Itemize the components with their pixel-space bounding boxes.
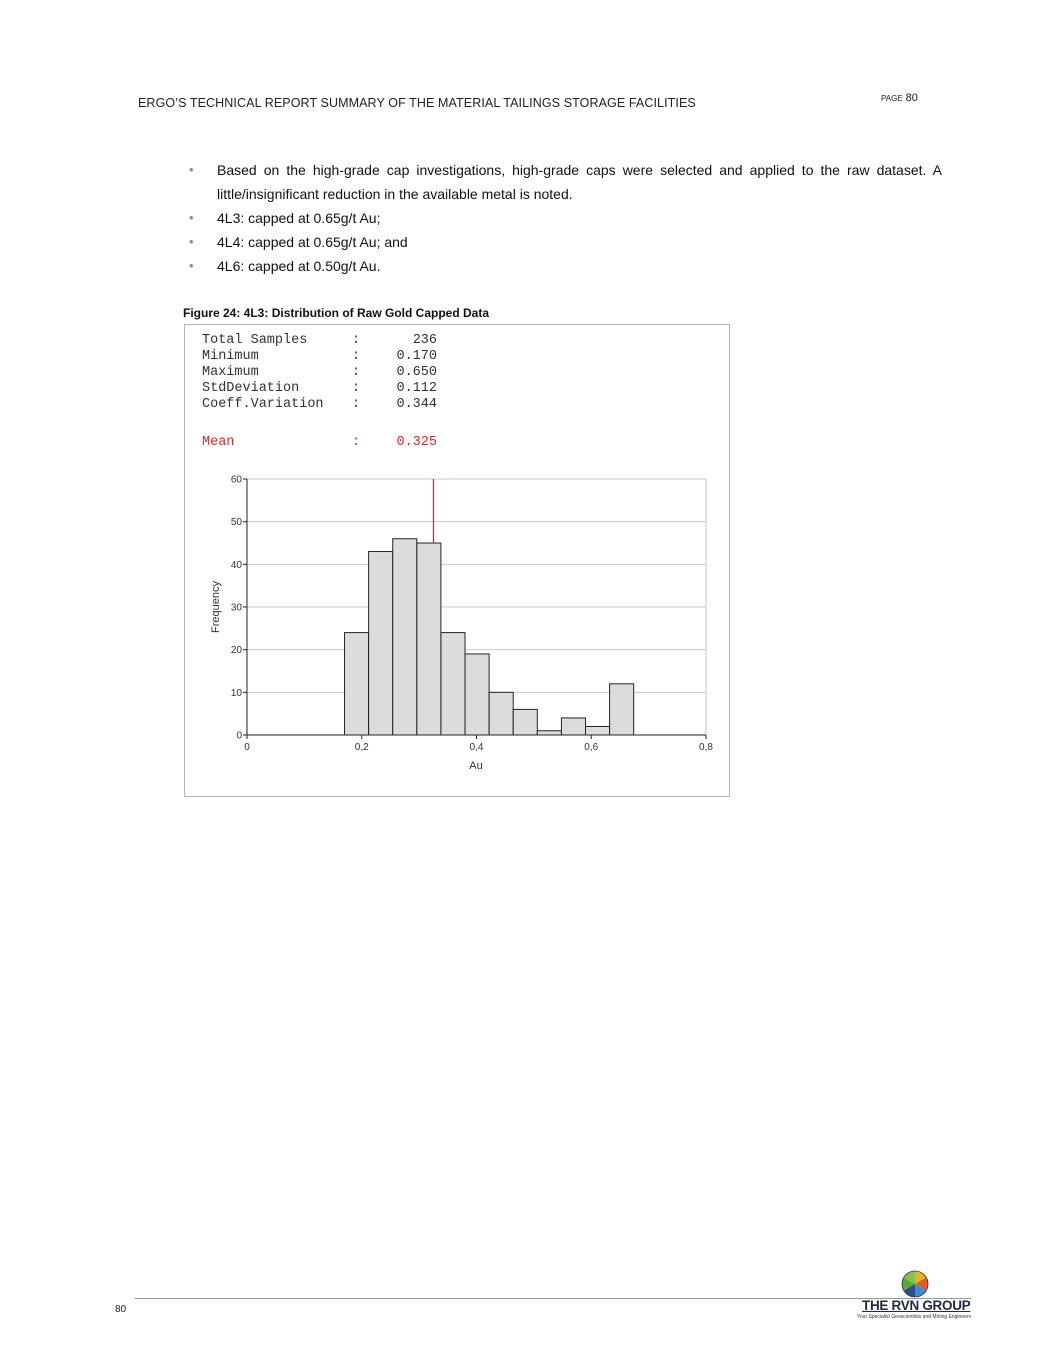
y-tick-label: 10	[230, 687, 242, 699]
histogram-bar	[489, 692, 513, 735]
figure-caption: Figure 24: 4L3: Distribution of Raw Gold Capped Data	[183, 306, 490, 320]
stat-name: Mean	[202, 435, 235, 450]
figure-panel	[184, 324, 730, 797]
stat-colon: :	[352, 435, 361, 450]
histogram-bar	[537, 731, 561, 735]
x-tick-label: 0,4	[469, 742, 484, 753]
bullet-dot-icon: •	[189, 258, 194, 273]
bullet-item	[185, 254, 942, 278]
histogram-bar	[393, 539, 417, 735]
logo-pie-icon	[855, 1270, 975, 1300]
histogram-chart	[185, 325, 729, 796]
histogram-bar	[586, 726, 610, 735]
bullet-text: 4L4: capped at 0.65g/t Au; and	[217, 234, 408, 250]
stat-value: 0.170	[396, 349, 437, 364]
page-number: 80	[905, 92, 918, 104]
stat-name: Total Samples	[202, 333, 308, 348]
y-tick-label: 30	[230, 602, 242, 614]
bullet-text: 4L3: capped at 0.65g/t Au;	[217, 210, 381, 226]
bullet-item	[185, 206, 942, 230]
histogram-bar	[441, 633, 465, 735]
header-title: ERGO’S TECHNICAL REPORT SUMMARY OF THE MATERIAL TAILINGS STORAGE FACILITIES	[138, 96, 696, 110]
logo-text: THE RVN GROUP	[862, 1298, 971, 1313]
stat-colon: :	[352, 381, 361, 396]
stat-value: 0.344	[396, 397, 437, 412]
stat-name: StdDeviation	[202, 381, 300, 396]
y-tick-label: 60	[230, 474, 242, 486]
bullet-text: 4L6: capped at 0.50g/t Au.	[217, 258, 381, 274]
y-tick-label: 40	[230, 559, 242, 571]
bullet-dot-icon: •	[189, 210, 194, 225]
bullet-list	[185, 158, 942, 278]
histogram-bar	[345, 633, 369, 735]
bullet-dot-icon: •	[189, 234, 194, 249]
footer-page-number: 80	[115, 1304, 127, 1315]
y-tick-label: 20	[230, 645, 242, 657]
stat-colon: :	[352, 333, 361, 348]
histogram-bar	[513, 709, 537, 735]
bullet-dot-icon: •	[189, 162, 194, 177]
stat-colon: :	[352, 365, 361, 380]
y-tick-label: 50	[230, 517, 242, 529]
x-tick-label: 0,8	[699, 742, 713, 753]
page-label: PAGE	[881, 94, 903, 103]
histogram-bar	[369, 552, 393, 735]
x-axis-label: Au	[469, 760, 483, 772]
stat-value: 0.112	[396, 381, 437, 396]
histogram-bar	[561, 718, 585, 735]
bullet-item	[185, 158, 942, 206]
x-tick-label: 0,6	[584, 742, 599, 753]
logo-tagline: Your Specialist Geoscientists and Mining Engineers	[857, 1314, 972, 1320]
rvn-logo	[855, 1270, 975, 1322]
stat-value: 236	[412, 333, 437, 348]
histogram-bar	[465, 654, 489, 735]
header-page-number	[881, 92, 918, 104]
stat-name: Minimum	[202, 349, 259, 364]
x-tick-label: 0,2	[354, 742, 369, 753]
footer-divider	[135, 1298, 971, 1299]
stat-value: 0.650	[396, 365, 437, 380]
histogram-bar	[610, 684, 634, 735]
bullet-item	[185, 230, 942, 254]
y-axis-label: Frequency	[210, 581, 222, 633]
x-tick-label: 0	[244, 742, 250, 753]
bullet-text: Based on the high-grade cap investigations, high-grade caps were selected and applied to the raw dataset. A little/insignificant reduction in the available metal is noted.	[217, 162, 942, 202]
histogram-bar	[417, 543, 441, 735]
stat-colon: :	[352, 397, 361, 412]
stat-name: Coeff.Variation	[202, 397, 324, 412]
stat-colon: :	[352, 349, 361, 364]
y-tick-label: 0	[236, 730, 242, 742]
stat-name: Maximum	[202, 365, 259, 380]
stat-value: 0.325	[396, 435, 437, 450]
